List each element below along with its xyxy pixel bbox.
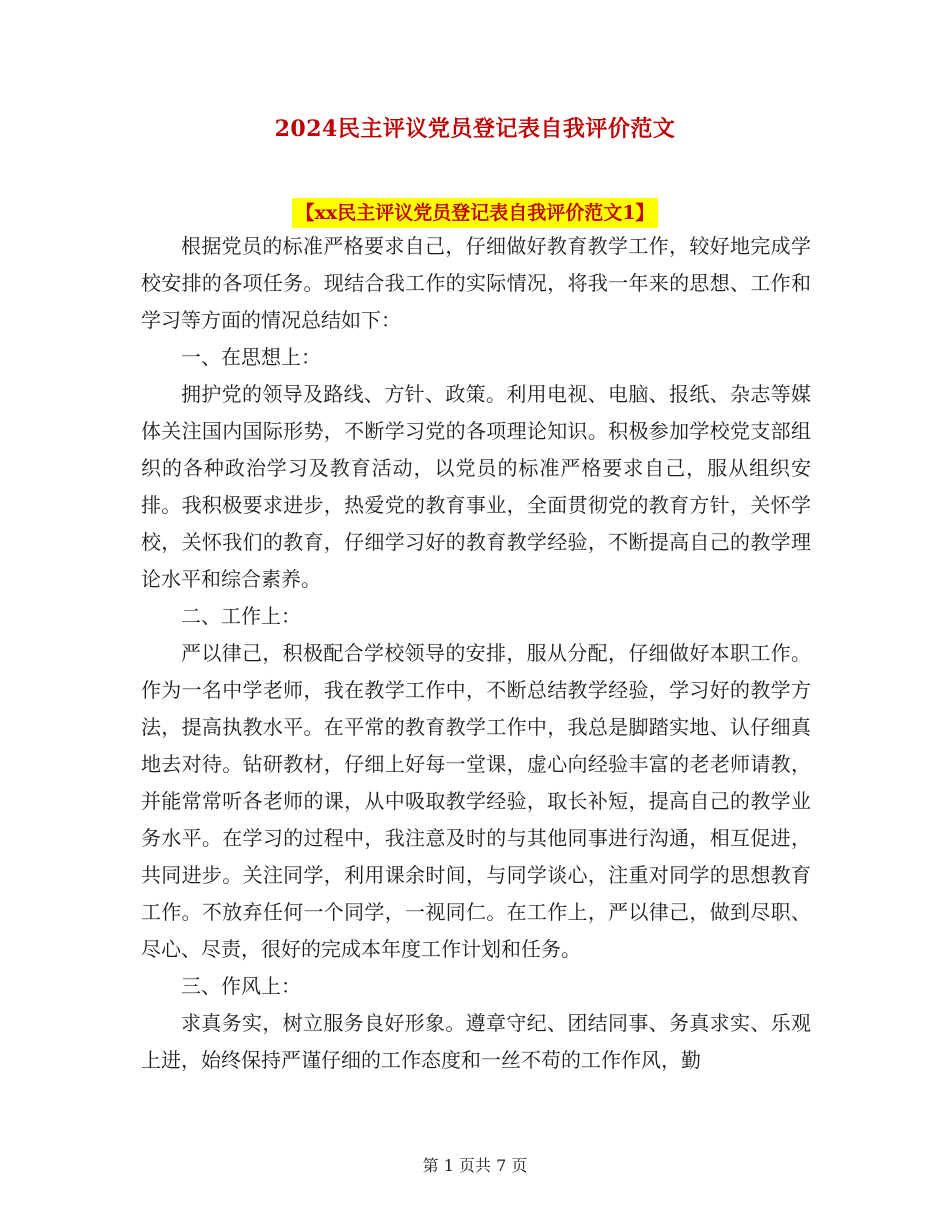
page-footer: 第 1 页共 7 页 [422, 1156, 528, 1175]
paragraph: 严以律己，积极配合学校领导的安排，服从分配，仔细做好本职工作。作为一名中学老师，我在教学工作中，不断总结教学经验，学习好的教学方法，提高执教水平。在平常的教育教学工作中，我总是脚踏实地、认仔细真地去对待。钻研教材，仔细上好每一堂课，虚心向经验丰富的老老师请教，并能常常听各老师的课，从中吸取教学经验，取长补短，提高自己的教学业务水平。在学习的过程中，我注意及时的与其他同事进行沟通，相互促进，共同进步。关注同学，利用课余时间，与同学谈心，注重对同学的思想教育工作。不放弃任何一个同学，一视同仁。在工作上，严以律己，做到尽职、尽心、尽责，很好的完成本年度工作计划和任务。 [141, 641, 811, 961]
section-heading [0, 198, 950, 228]
section-heading-text: 【xx民主评议党员登记表自我评价范文1】 [292, 198, 659, 228]
paragraph: 根据党员的标准严格要求自己，仔细做好教育教学工作，较好地完成学校安排的各项任务。现结合我工作的实际情况，将我一年来的思想、工作和学习等方面的情况总结如下： [141, 234, 811, 332]
document-title: 2024民主评议党员登记表自我评价范文 [274, 116, 676, 142]
subheading-thought: 一、在思想上： [181, 345, 321, 369]
subheading-work: 二、工作上： [181, 604, 301, 628]
paragraph: 求真务实，树立服务良好形象。遵章守纪、团结同事、务真求实、乐观上进，始终保持严谨仔细的工作态度和一丝不苟的工作作风，勤 [141, 1011, 811, 1072]
subheading-style: 三、作风上： [181, 974, 301, 998]
document-body [141, 228, 811, 1079]
paragraph: 拥护党的领导及路线、方针、政策。利用电视、电脑、报纸、杂志等媒体关注国内国际形势，不断学习党的各项理论知识。积极参加学校党支部组织的各种政治学习及教育活动，以党员的标准严格要求自己，服从组织安排。我积极要求进步，热爱党的教育事业，全面贯彻党的教育方针，关怀学校，关怀我们的教育，仔细学习好的教育教学经验，不断提高自己的教学理论水平和综合素养。 [141, 382, 811, 591]
